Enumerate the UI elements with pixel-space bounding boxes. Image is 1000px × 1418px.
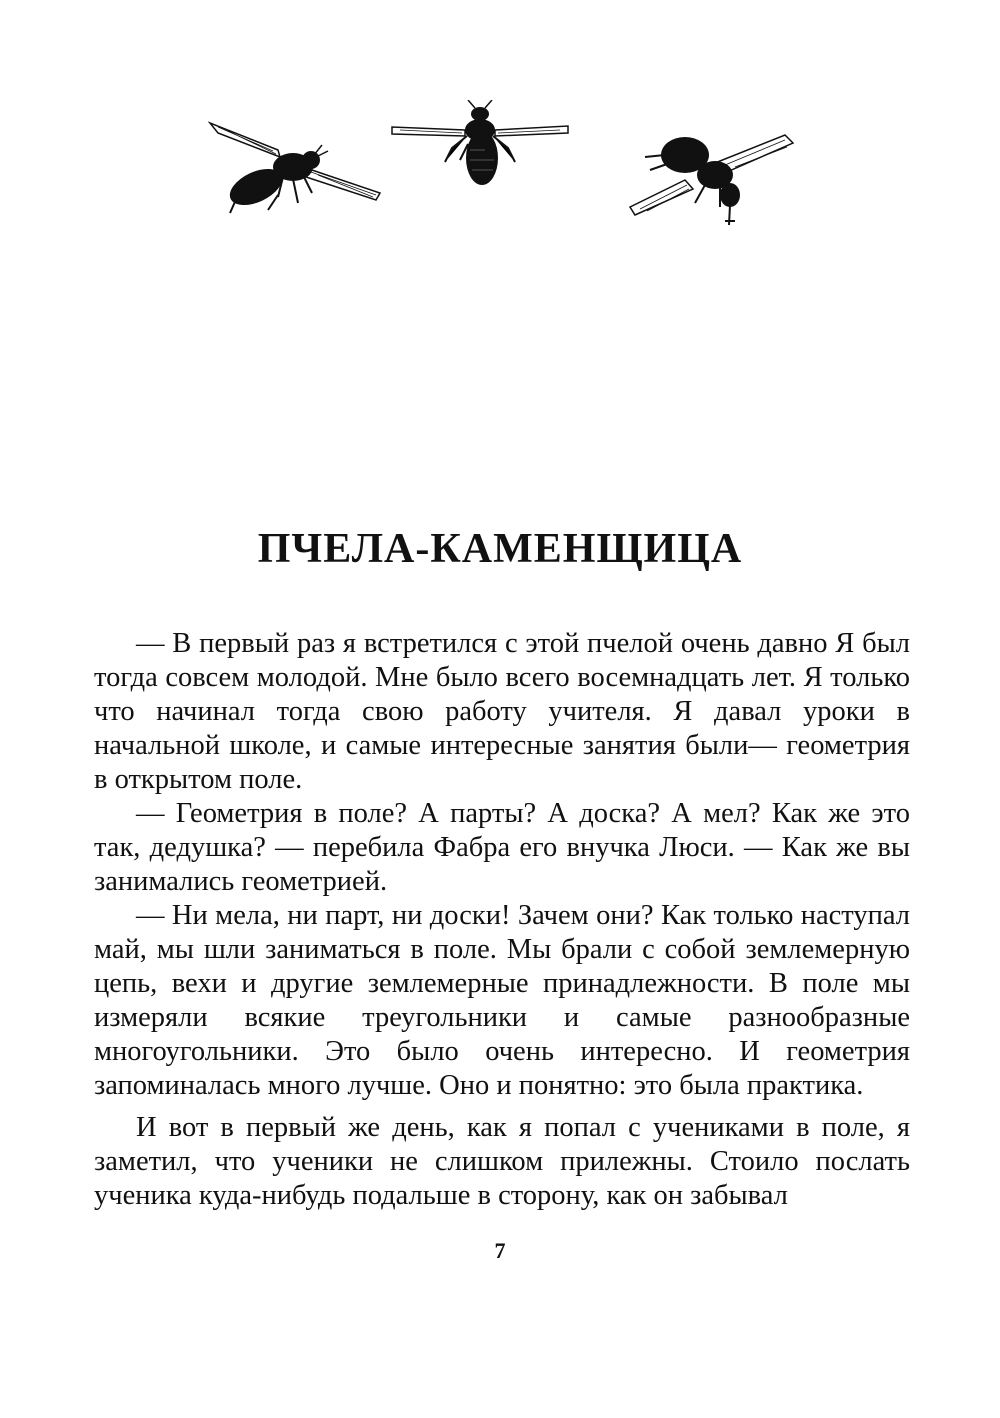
paragraph: — Геометрия в поле? А парты? А доска? А мел? Как же это так, дедушка? — перебила Фабра его внучка Люси. — Как же вы занимались геометрией. [94, 798, 910, 897]
bee-flying-icon [625, 125, 795, 235]
bee-illustration [0, 95, 1000, 225]
paragraph: И вот в первый же день, как я попал с учениками в поле, я заметил, что ученики не слишком прилежны. Стоило послать ученика куда-нибудь подальше в сторону, как он забывал [94, 1112, 910, 1211]
paragraph: — Ни мела, ни парт, ни доски! Зачем они? Как только наступал май, мы шли заниматься в поле. Мы брали с собой землемерную цепь, вехи и другие землемерные принадлежности. В поле мы измеряли всякие треугольники и самые разнообразные многоугольники. Это было очень интересно. И геометрия запоминалась много лучше. Оно и понятно: это была практика. [94, 900, 910, 1101]
bee-top-view-icon [390, 100, 570, 200]
chapter-title: ПЧЕЛА-КАМЕНЩИЦА [257, 526, 743, 572]
paragraph: — В первый раз я встретился с этой пчелой очень давно Я был тогда совсем молодой. Мне было всего восемнадцать лет. Я только что начинал тогда свою работу учителя. Я давал уроки в начальной школе, и самые интересные занятия были— геометрия в открытом поле. [94, 628, 910, 795]
bee-side-view-icon [208, 115, 388, 225]
page-number: 7 [494, 1238, 506, 1263]
body-text [94, 627, 910, 1213]
